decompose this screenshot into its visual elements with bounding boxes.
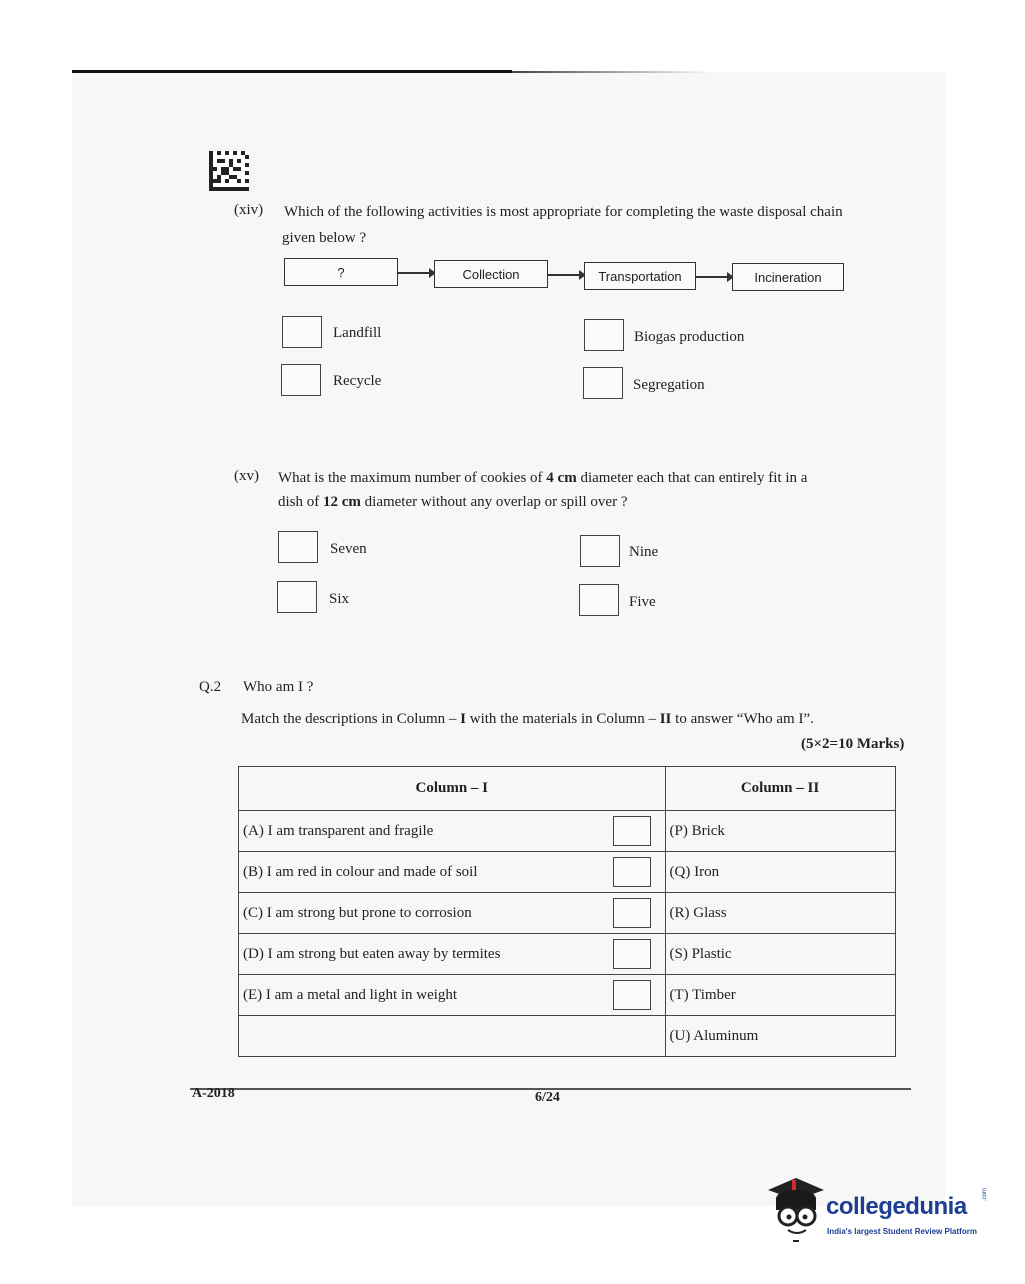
option-biogas-checkbox[interactable] [584, 319, 624, 351]
footer-page-number: 6/24 [535, 1090, 560, 1105]
chain-step-incineration: Incineration [732, 263, 844, 291]
description-c: (C) I am strong but prone to corrosion [239, 893, 609, 934]
table-row [239, 852, 896, 893]
table-header-row [239, 767, 896, 811]
chain-arrow-1 [398, 272, 434, 274]
empty-cell [239, 1016, 609, 1057]
chain-step-collection: Collection [434, 260, 548, 288]
q2-number: Q.2 [199, 679, 222, 695]
answer-b-box[interactable] [613, 857, 651, 887]
table-row [239, 811, 896, 852]
option-five-label: Five [629, 594, 656, 610]
brand-suffix: .com [982, 1187, 988, 1201]
q2-instruction: Match the descriptions in Column – I with the materials in Column – II to answer “Who am I”. [241, 711, 814, 727]
table-row [239, 1016, 896, 1057]
footer-code: A-2018 [192, 1086, 235, 1101]
brand-tagline: India's largest Student Review Platform [827, 1227, 977, 1236]
material-u: (U) Aluminum [665, 1016, 895, 1057]
empty-box-cell [609, 1016, 666, 1057]
option-nine-checkbox[interactable] [580, 535, 620, 567]
material-t: (T) Timber [665, 975, 895, 1016]
q15-number: (xv) [234, 468, 259, 484]
q14-text-line1: Which of the following activities is most appropriate for completing the waste disposal chain [284, 204, 843, 220]
q15-text-line2: dish of 12 cm diameter without any overlap or spill over ? [278, 494, 628, 510]
description-d: (D) I am strong but eaten away by termites [239, 934, 609, 975]
column-2-header: Column – II [665, 767, 895, 811]
option-landfill-label: Landfill [333, 325, 382, 341]
table-row [239, 893, 896, 934]
answer-c-cell [609, 893, 666, 934]
answer-a-cell [609, 811, 666, 852]
material-r: (R) Glass [665, 893, 895, 934]
q14-text-line2: given below ? [282, 230, 367, 246]
option-six-label: Six [329, 591, 350, 607]
table-row [239, 934, 896, 975]
option-recycle-label: Recycle [333, 373, 382, 389]
q15-text-line1: What is the maximum number of cookies of 4 cm diameter each that can entirely fit in a [278, 470, 808, 486]
option-landfill-checkbox[interactable] [282, 316, 322, 348]
answer-b-cell [609, 852, 666, 893]
option-seven-label: Seven [330, 541, 367, 557]
option-segregation-label: Segregation [633, 377, 705, 393]
description-e: (E) I am a metal and light in weight [239, 975, 609, 1016]
q14-number: (xiv) [234, 202, 264, 218]
chain-arrow-2 [548, 274, 584, 276]
answer-a-box[interactable] [613, 816, 651, 846]
description-a: (A) I am transparent and fragile [239, 811, 609, 852]
match-table [238, 766, 896, 1057]
answer-d-cell [609, 934, 666, 975]
qr-code-icon [209, 151, 249, 191]
material-p: (P) Brick [665, 811, 895, 852]
answer-e-box[interactable] [613, 980, 651, 1010]
option-recycle-checkbox[interactable] [281, 364, 321, 396]
option-five-checkbox[interactable] [579, 584, 619, 616]
material-q: (Q) Iron [665, 852, 895, 893]
option-biogas-label: Biogas production [634, 329, 745, 345]
chain-step-unknown: ? [284, 258, 398, 286]
collegedunia-mascot-icon [766, 1176, 826, 1248]
chain-step-transportation: Transportation [584, 262, 696, 290]
table-row [239, 975, 896, 1016]
top-rule-fade [512, 71, 712, 73]
column-1-header: Column – I [239, 767, 666, 811]
option-segregation-checkbox[interactable] [583, 367, 623, 399]
q2-marks: (5×2=10 Marks) [801, 736, 905, 752]
answer-e-cell [609, 975, 666, 1016]
option-nine-label: Nine [629, 544, 659, 560]
top-rule [72, 70, 512, 73]
answer-d-box[interactable] [613, 939, 651, 969]
q2-title: Who am I ? [243, 679, 314, 695]
chain-arrow-3 [696, 276, 732, 278]
brand-name: collegedunia [826, 1193, 967, 1220]
option-six-checkbox[interactable] [277, 581, 317, 613]
answer-c-box[interactable] [613, 898, 651, 928]
material-s: (S) Plastic [665, 934, 895, 975]
option-seven-checkbox[interactable] [278, 531, 318, 563]
description-b: (B) I am red in colour and made of soil [239, 852, 609, 893]
